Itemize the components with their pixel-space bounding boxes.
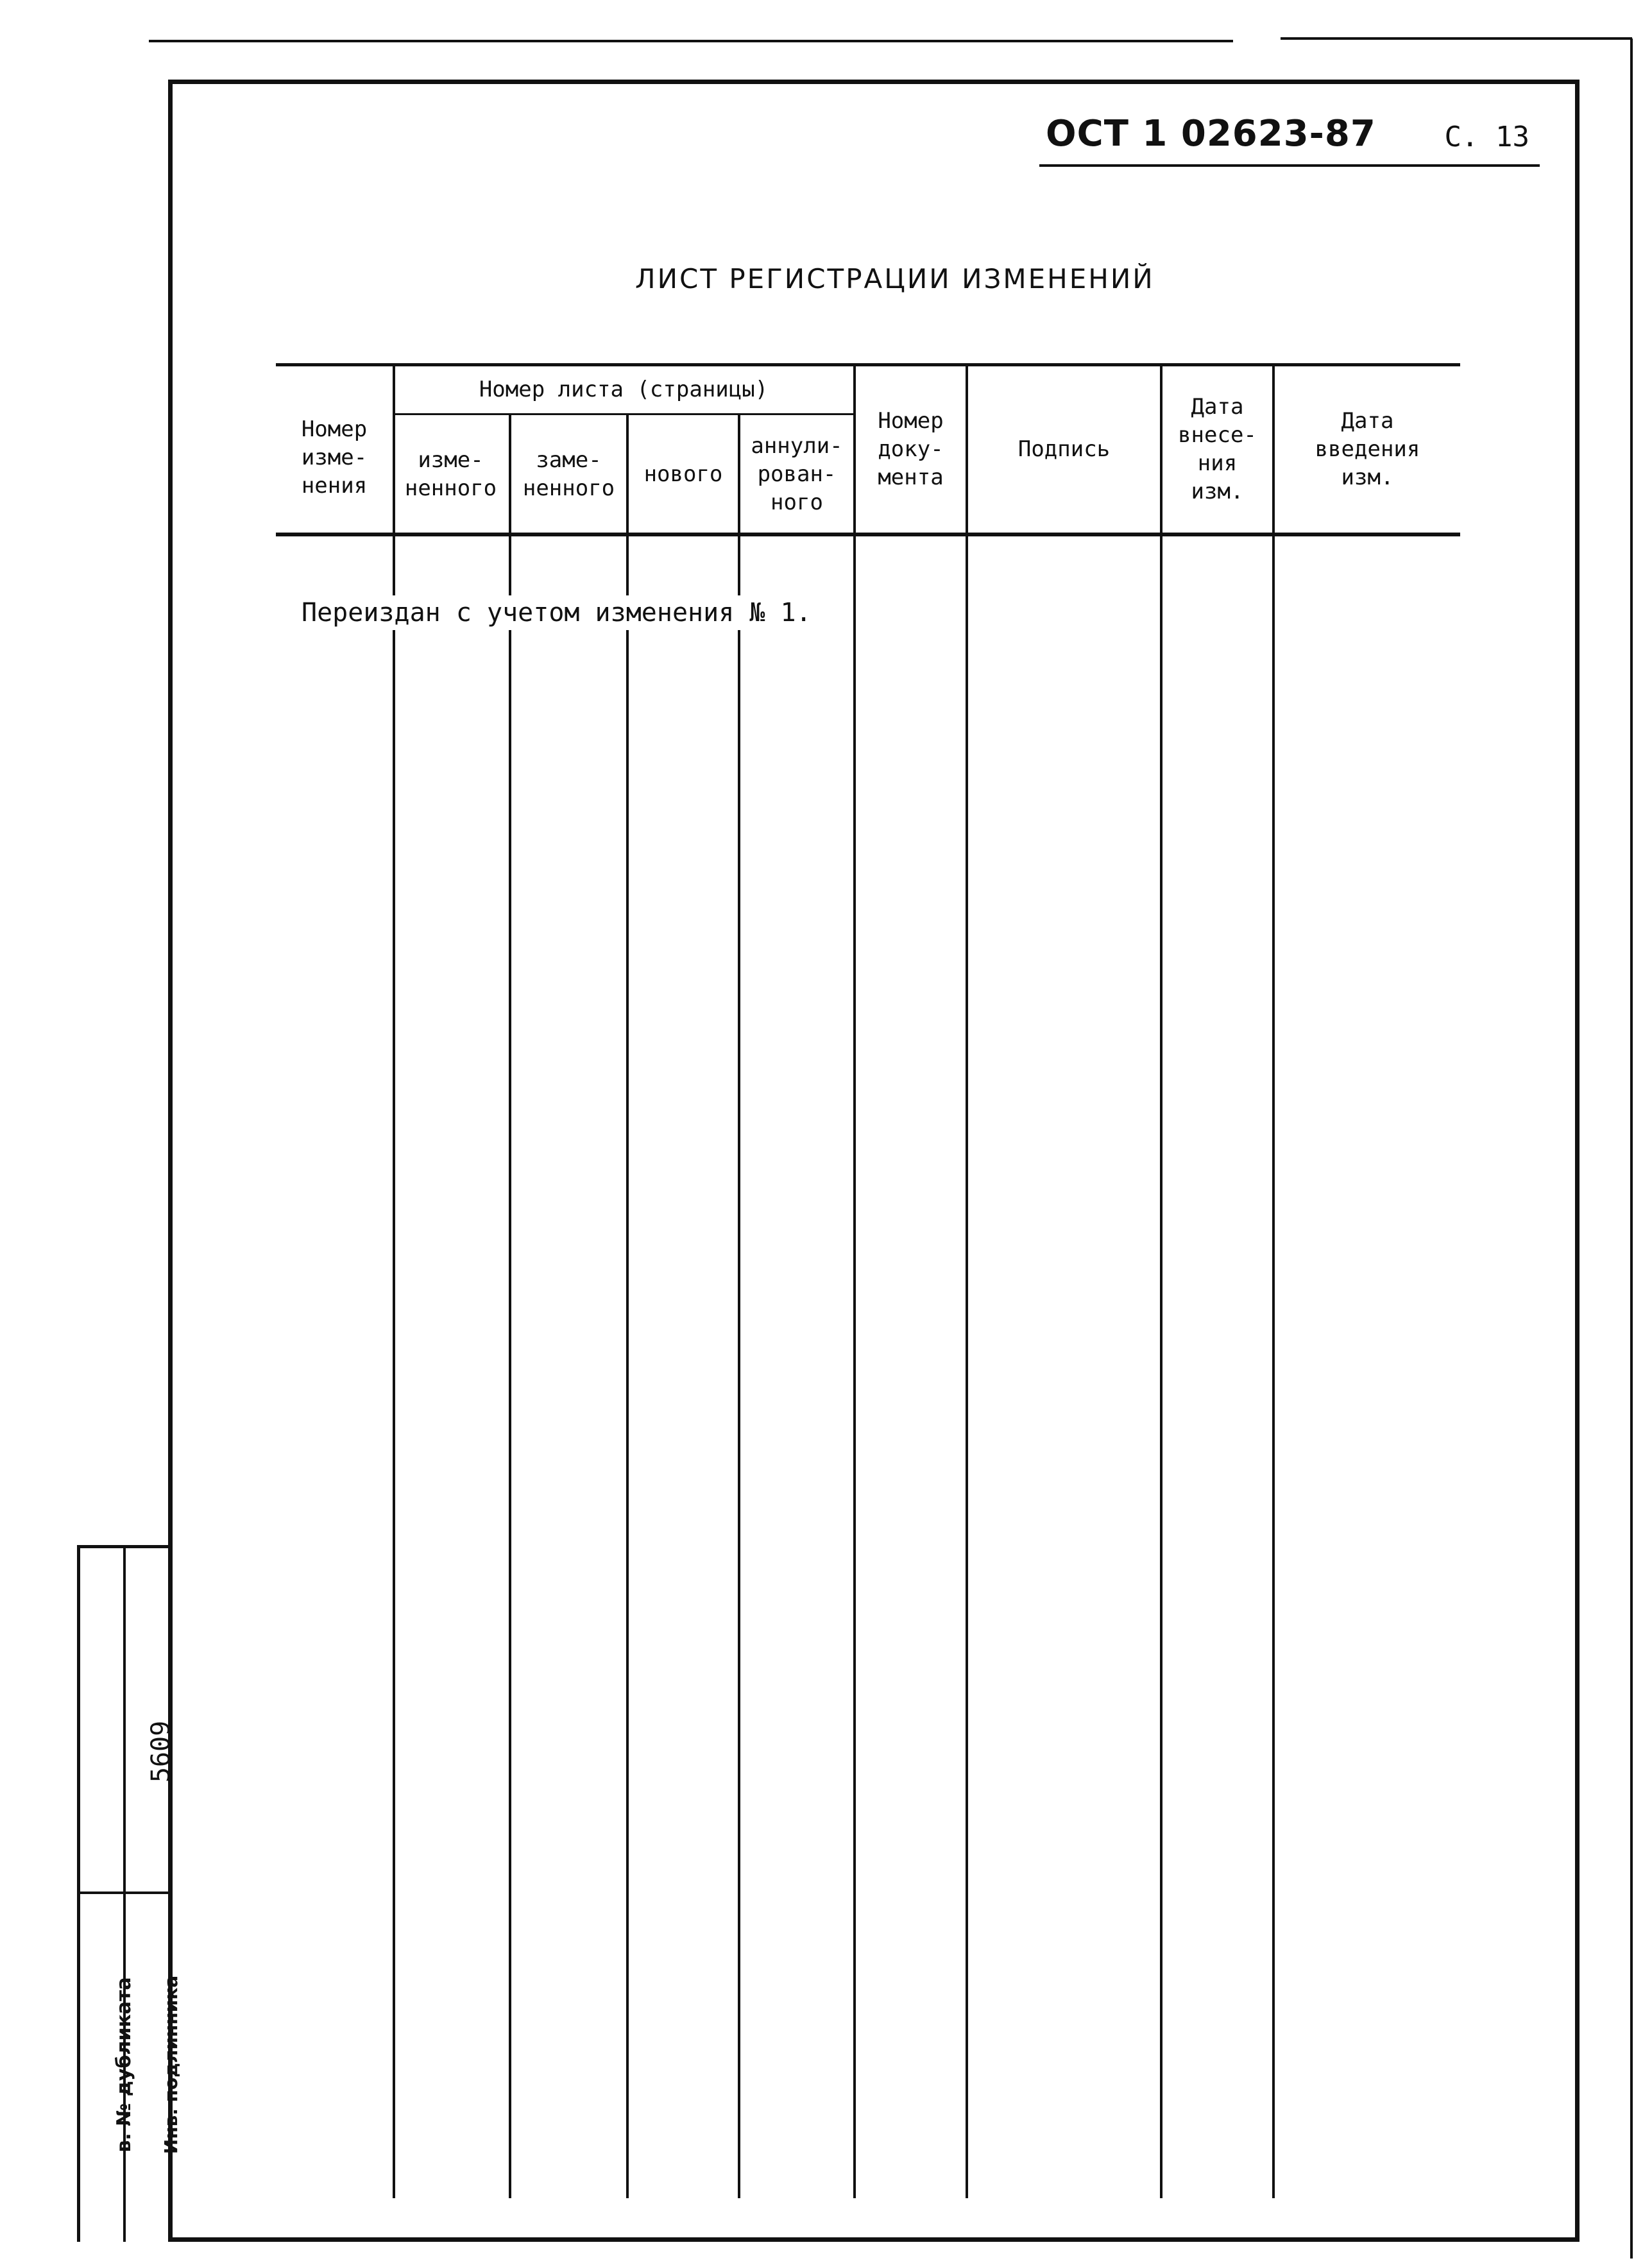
top-rule-right [1281,37,1632,40]
header-cancelled-sheet: аннули- рован- ного [751,432,843,516]
sheet-title: ЛИСТ РЕГИСТРАЦИИ ИЗМЕНЕНИЙ [635,263,1155,295]
col-divider-5 [853,363,856,2198]
top-rule-left [149,40,1233,42]
change-registration-table [276,363,1460,2205]
document-code: ОСТ 1 02623-87 [1046,113,1376,155]
stamp-row-divider [77,1892,171,1894]
header-document-number: Номер доку- мента [878,407,944,491]
col-divider-7 [1160,363,1162,2198]
header-changed-sheet: изме- ненного [404,447,497,501]
header-new-sheet: нового [643,461,723,487]
header-bottom-rule [276,533,1460,536]
col-divider-3 [626,413,629,2198]
header-signature: Подпись [1018,436,1111,462]
header-change-number: Номер изме- нения [301,416,368,499]
header-replaced-sheet: заме- ненного [522,447,615,501]
reissue-note: Переиздан с учетом изменения № 1. [302,595,812,630]
header-sheet-number-group: Номер листа (страницы) [479,376,769,402]
right-edge-rule [1630,38,1633,2259]
col-divider-8 [1272,363,1275,2198]
header-entry-date: Дата внесе- ния изм. [1178,393,1257,505]
stamp-duplicate-label: в. № дубликата [113,1977,135,2153]
col-divider-1 [393,363,395,2198]
page-number: С. 13 [1444,121,1529,153]
col-divider-4 [738,413,740,2198]
sheet-group-rule [393,413,855,415]
stamp-original-label: Инв. подлинника [160,1975,182,2155]
stamp-original-number: 5609 [146,1720,176,1783]
header-effective-date: Дата введения изм. [1315,407,1420,491]
side-stamp [77,1545,182,2242]
col-divider-2 [509,413,511,2198]
page-header [1039,109,1540,167]
col-divider-6 [966,363,968,2198]
